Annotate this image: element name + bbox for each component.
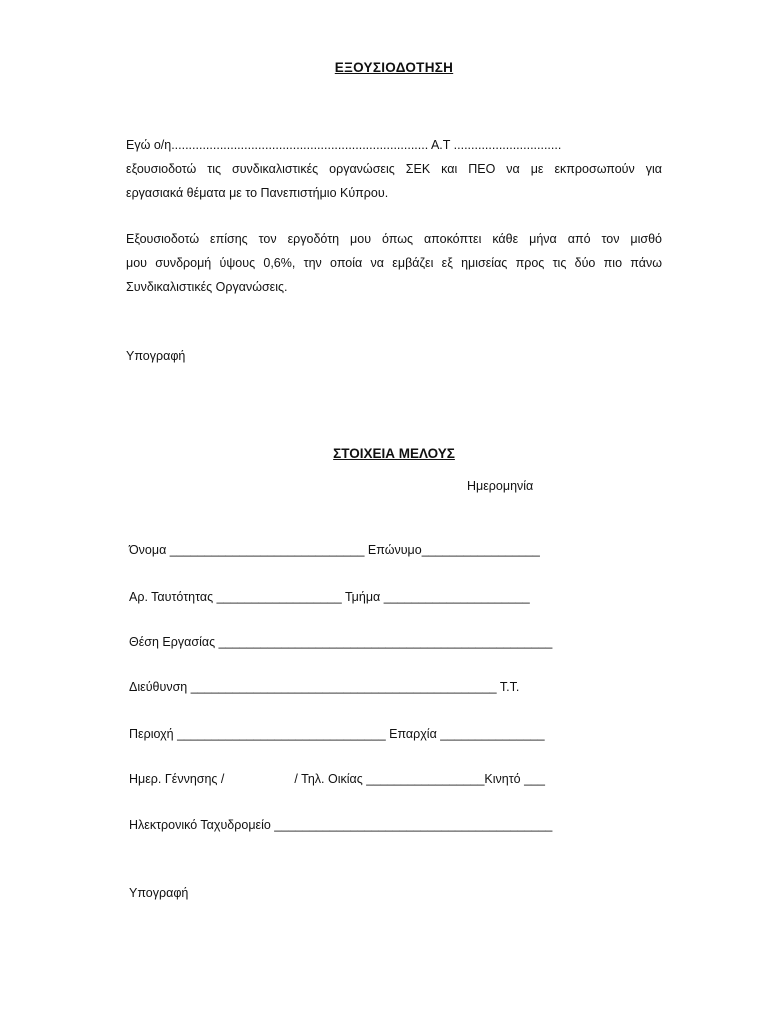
deduction-text-line-3: Συνδικαλιστικές Οργανώσεις. (126, 280, 288, 294)
member-details-title: ΣΤΟΙΧΕΙΑ ΜΕΛΟΥΣ (333, 446, 455, 461)
member-signature-label: Υπογραφή (129, 886, 189, 900)
deduction-text-line-1: Εξουσιοδοτώ επίσης τον εργοδότη μου όπως αποκόπτει κάθε μήνα από τον μισθό (126, 232, 662, 246)
id-department-field[interactable]: Αρ. Ταυτότητας __________________ Τμήμα _____________________ (129, 590, 530, 604)
job-position-field[interactable]: Θέση Εργασίας ________________________________________________ (129, 635, 553, 649)
deduction-text-line-2: μου συνδρομή ύψους 0,6%, την οποία να εμβάζει εξ ημισείας προς τις δύο πιο πάνω (126, 256, 662, 270)
area-district-field[interactable]: Περιοχή ______________________________ Επαρχία _______________ (129, 727, 545, 741)
email-field[interactable]: Ηλεκτρονικό Ταχυδρομείο ________________________________________ (129, 818, 553, 832)
name-id-line: Εγώ ο/η.......................................................................... Α.Τ ............................... (126, 138, 562, 152)
address-postcode-field[interactable]: Διεύθυνση ____________________________________________ Τ.Τ. (129, 680, 520, 694)
authorization-paragraph-1 (126, 133, 662, 205)
authorization-paragraph-2 (126, 227, 662, 299)
authorization-text-line-2: εξουσιοδοτώ τις συνδικαλιστικές οργανώσεις ΣΕΚ και ΠΕΟ να με εκπροσωπούν για (126, 162, 662, 176)
date-label: Ημερομηνία (467, 479, 534, 493)
name-surname-field[interactable]: Όνομα ____________________________ Επώνυμο_________________ (129, 543, 540, 557)
authorization-signature-label: Υπογραφή (126, 349, 186, 363)
authorization-text-line-3: εργασιακά θέματα με το Πανεπιστήμιο Κύπρου. (126, 186, 389, 200)
authorization-title: ΕΞΟΥΣΙΟΔΟΤΗΣΗ (334, 60, 454, 75)
phone-mobile-label: / Τηλ. Οικίας _________________Κινητό ___ (294, 772, 545, 786)
birthdate-phone-field[interactable] (129, 772, 545, 786)
birthdate-label: Ημερ. Γέννησης / (129, 772, 225, 786)
